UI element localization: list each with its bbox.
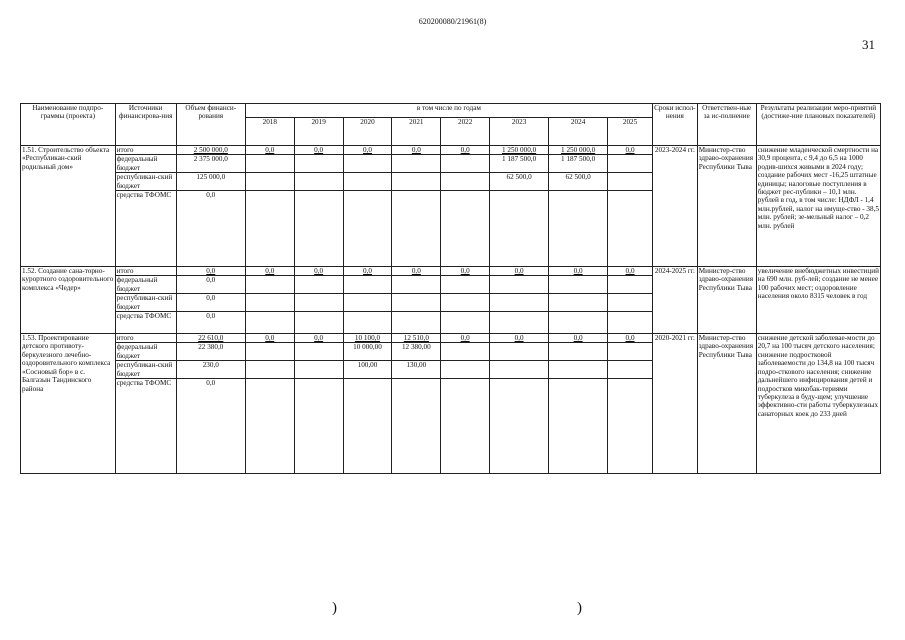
year-value [294, 343, 343, 361]
year-value: 0,0 [490, 267, 549, 276]
header-year: 2024 [549, 118, 608, 146]
funding-source: средства ТФОМС [115, 379, 176, 474]
year-value: 0,0 [294, 267, 343, 276]
year-value: 0,0 [245, 267, 294, 276]
year-value: 0,0 [441, 146, 490, 155]
year-value [441, 294, 490, 312]
year-value: 12 380,00 [392, 343, 441, 361]
year-value [549, 379, 608, 474]
year-value [441, 191, 490, 267]
funding-total: 0,0 [176, 276, 245, 294]
year-value [245, 343, 294, 361]
header-terms: Сроки испол-нения [652, 104, 697, 146]
funding-source: республикан-ский бюджет [115, 173, 176, 191]
header-responsible: Ответствен-ные за ис-полнение [697, 104, 756, 146]
year-value [294, 173, 343, 191]
year-value [343, 379, 392, 474]
funding-total: 2 500 000,0 [176, 146, 245, 155]
year-value [441, 173, 490, 191]
project-name: 1.51. Строительство объекта «Республикан-ский родильный дом» [21, 146, 116, 267]
header-name: Наименование подпро-граммы (проекта) [21, 104, 116, 146]
funding-total: 0,0 [176, 379, 245, 474]
year-value [490, 276, 549, 294]
year-value: 0,0 [608, 267, 653, 276]
year-value: 0,0 [343, 267, 392, 276]
year-value [245, 155, 294, 173]
year-value [608, 361, 653, 379]
year-value: 10 000,00 [343, 343, 392, 361]
project-term: 2024-2025 гг. [652, 267, 697, 334]
year-value [608, 379, 653, 474]
year-value [608, 191, 653, 267]
financing-table [20, 103, 881, 474]
funding-total: 0,0 [176, 312, 245, 334]
year-value: 0,0 [441, 334, 490, 343]
year-value: 100,00 [343, 361, 392, 379]
year-value: 0,0 [549, 334, 608, 343]
table-row [21, 146, 881, 155]
year-value [343, 312, 392, 334]
header-year: 2018 [245, 118, 294, 146]
funding-source: средства ТФОМС [115, 312, 176, 334]
year-value [549, 361, 608, 379]
year-value [490, 379, 549, 474]
year-value [441, 361, 490, 379]
year-value [392, 276, 441, 294]
year-value [294, 361, 343, 379]
year-value: 62 500,0 [549, 173, 608, 191]
year-value [608, 343, 653, 361]
header-sources: Источники финансирова-ния [115, 104, 176, 146]
year-value [608, 294, 653, 312]
year-value: 10 100,0 [343, 334, 392, 343]
funding-source: федеральный бюджет [115, 276, 176, 294]
year-value: 0,0 [294, 334, 343, 343]
funding-source: республикан-ский бюджет [115, 361, 176, 379]
year-value: 1 250 000,0 [490, 146, 549, 155]
year-value [549, 191, 608, 267]
funding-total: 0,0 [176, 294, 245, 312]
year-value [245, 276, 294, 294]
year-value [245, 312, 294, 334]
year-value: 62 500,0 [490, 173, 549, 191]
year-value [294, 294, 343, 312]
funding-total: 0,0 [176, 191, 245, 267]
funding-source: средства ТФОМС [115, 191, 176, 267]
year-value [441, 276, 490, 294]
project-result: снижение младенческой смертности на 30,9 процента, с 9,4 до 6,5 на 1000 родив-шихся живыми в 2024 году; создание рабочих мест -16,25 штатные единицы; налоговые поступления в бюджет рес-публики – 10,1 млн. рублей в год, в том числе: НДФЛ - 1,4 млн.рублей, налог на имуще-ство - 38,5 млн. рублей; зе-мельный налог – 0,2 млн. рублей [756, 146, 880, 267]
funding-total: 125 000,0 [176, 173, 245, 191]
year-value [294, 155, 343, 173]
year-value: 0,0 [245, 146, 294, 155]
year-value: 0,0 [392, 267, 441, 276]
project-responsible: Министер-ство здраво-охранения Республики Тыва [697, 146, 756, 267]
year-value: 0,0 [608, 334, 653, 343]
header-results: Результаты реализации меро-приятий (достиже-ние плановых показателей) [756, 104, 880, 146]
funding-source: итого [115, 146, 176, 155]
year-value [549, 276, 608, 294]
year-value [343, 155, 392, 173]
year-value [392, 312, 441, 334]
year-value [392, 379, 441, 474]
year-value [608, 276, 653, 294]
year-value: 0,0 [608, 146, 653, 155]
header-year: 2019 [294, 118, 343, 146]
document-id: 620200080/21961(8) [418, 17, 487, 26]
year-value [343, 173, 392, 191]
project-result: снижение детской заболевае-мости до 20,7 на 100 тысяч детского населения; снижение подростковой заболеваемости до 134,8 на 100 тысяч подро-сткового населения; снижение дальнейшего инфицирования детей и подростков микобак-териями туберкулеза в буду-щем; улучшение эффективно-сти работы туберкулезных санаторных коек до 233 дней [756, 334, 880, 474]
year-value: 0,0 [549, 267, 608, 276]
funding-source: итого [115, 334, 176, 343]
year-value [392, 294, 441, 312]
year-value [343, 276, 392, 294]
table-row [21, 334, 881, 343]
year-value [294, 191, 343, 267]
year-value [343, 191, 392, 267]
year-value [608, 173, 653, 191]
year-value: 0,0 [294, 146, 343, 155]
year-value [490, 343, 549, 361]
project-term: 2023-2024 гг. [652, 146, 697, 267]
year-value [608, 312, 653, 334]
year-value: 0,0 [343, 146, 392, 155]
funding-total: 22 380,0 [176, 343, 245, 361]
year-value [343, 294, 392, 312]
year-value [294, 276, 343, 294]
year-value [392, 155, 441, 173]
page-number: 31 [862, 37, 875, 52]
project-responsible: Министер-ство здраво-охранения Республики Тыва [697, 334, 756, 474]
year-value [441, 343, 490, 361]
year-value [245, 173, 294, 191]
funding-source: республикан-ский бюджет [115, 294, 176, 312]
handwritten-mark: ) [332, 600, 337, 616]
header-year: 2021 [392, 118, 441, 146]
header-year: 2020 [343, 118, 392, 146]
year-value [294, 379, 343, 474]
header-year: 2023 [490, 118, 549, 146]
funding-total: 230,0 [176, 361, 245, 379]
year-value: 0,0 [490, 334, 549, 343]
funding-total: 0,0 [176, 267, 245, 276]
year-value [490, 361, 549, 379]
year-value [549, 312, 608, 334]
funding-source: федеральный бюджет [115, 155, 176, 173]
project-term: 2020-2021 гг. [652, 334, 697, 474]
year-value [549, 343, 608, 361]
project-result: увеличение внебюджетных инвестиций на 690 млн. руб-лей; создание не менее 100 рабочих мест; оздоровление населения около 8315 человек в год [756, 267, 880, 334]
year-value: 1 187 500,0 [490, 155, 549, 173]
year-value [392, 191, 441, 267]
year-value [245, 294, 294, 312]
year-value [245, 191, 294, 267]
year-value [245, 379, 294, 474]
year-value: 0,0 [392, 146, 441, 155]
funding-total: 22 610,0 [176, 334, 245, 343]
project-responsible: Министер-ство здраво-охранения Республики Тыва [697, 267, 756, 334]
year-value [549, 294, 608, 312]
year-value [441, 155, 490, 173]
year-value: 0,0 [441, 267, 490, 276]
project-name: 1.53. Проектирование детского противоту-беркулезного лечебно-оздоровительного комплекса «Сосновый бор» в с. Балгазын Тандинского района [21, 334, 116, 474]
header-year: 2022 [441, 118, 490, 146]
header-by-years: в том числе по годам [245, 104, 652, 118]
header-year: 2025 [608, 118, 653, 146]
table-row [21, 267, 881, 276]
year-value [441, 379, 490, 474]
year-value: 1 250 000,0 [549, 146, 608, 155]
year-value [392, 173, 441, 191]
year-value: 0,0 [245, 334, 294, 343]
year-value [490, 294, 549, 312]
project-name: 1.52. Создание сана-торно-курортного оздоровительного комплекса «Чедер» [21, 267, 116, 334]
funding-total: 2 375 000,0 [176, 155, 245, 173]
year-value: 12 510,0 [392, 334, 441, 343]
year-value [490, 191, 549, 267]
year-value [441, 312, 490, 334]
year-value [490, 312, 549, 334]
year-value [294, 312, 343, 334]
year-value [245, 361, 294, 379]
funding-source: итого [115, 267, 176, 276]
header-volume: Объем финанси-рования [176, 104, 245, 146]
year-value: 130,00 [392, 361, 441, 379]
funding-source: федеральный бюджет [115, 343, 176, 361]
year-value [608, 155, 653, 173]
year-value: 1 187 500,0 [549, 155, 608, 173]
handwritten-mark: ) [577, 600, 582, 616]
